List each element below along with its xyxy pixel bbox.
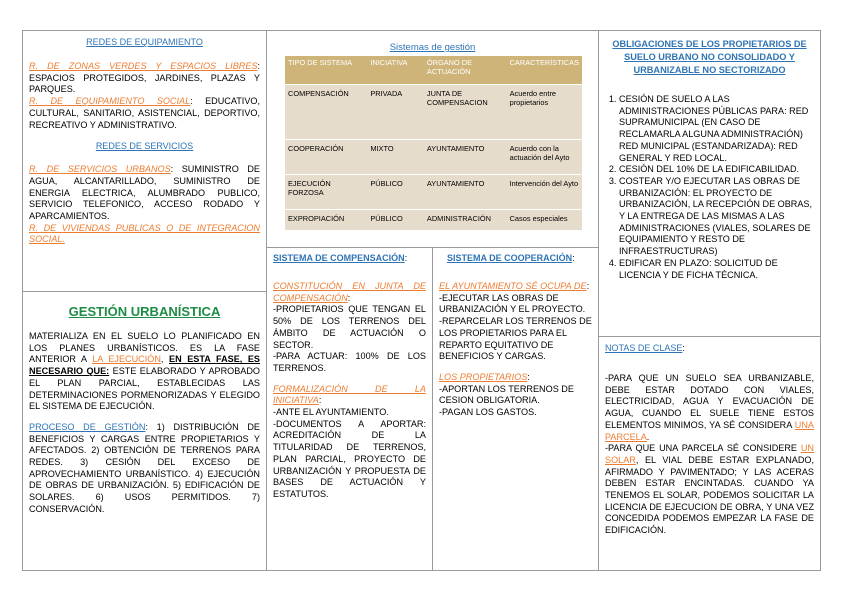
- gestion-intro-rest: ESTE ELABORADO Y APROBADO EL PLAN PARCIAL, ESTABLECIDAS LAS DETERMINACIONES PORMENORIZADAS Y ELEGIDO EL SISTEMA DE EJECUCIÓN.: [29, 366, 260, 412]
- constitucion-label: CONSTITUCIÓN EN JUNTA DE COMPENSACIÓN: [273, 281, 426, 303]
- compensacion-heading-line: [273, 253, 426, 263]
- constitucion-paragraph: [273, 281, 426, 304]
- formalizacion-colon: :: [318, 395, 322, 406]
- table-cell: Casos especiales: [507, 210, 582, 231]
- heading-redes-servicios: REDES DE SERVICIOS: [95, 141, 194, 152]
- table-row: [285, 140, 582, 175]
- propietarios-paragraph: [439, 372, 592, 384]
- cooperacion-heading-line: [439, 253, 592, 263]
- constitucion-colon: :: [347, 292, 351, 303]
- gestion-intro-text: MATERIALIZA EN EL SUELO LO PLANIFICADO EN LOS PLANES URBANÍSTICOS. ES LA FASE ANTERIOR A: [29, 331, 260, 365]
- table-cell: EXPROPIACIÓN: [285, 210, 367, 231]
- viviendas-label: R. DE VIVIENDAS PUBLICAS O DE INTEGRACION SOCIAL.: [29, 222, 260, 245]
- formalizacion-paragraph: [273, 384, 426, 407]
- compensacion-item: -PROPIETARIOS QUE TENGAN EL 50% DE LOS TERRENOS DEL ÁMBITO DE ACTUACIÓN O SECTOR.: [273, 304, 426, 350]
- table-cell: PÚBLICO: [367, 175, 424, 210]
- table-header-cell: INICIATIVA: [367, 56, 424, 85]
- equipamiento-social-paragraph: [29, 96, 260, 131]
- nota-parcela-paragraph: [605, 373, 814, 443]
- zonas-verdes-paragraph: R. DE ZONAS VERDES Y ESPACIOS LIBRES: ESPACIOS PROTEGIDOS, JARDINES, PLAZAS Y PARQUES.: [29, 61, 260, 95]
- gestion-title: GESTIÓN URBANÍSTICA: [68, 304, 221, 319]
- table-cell: Acuerdo entre propietarios: [507, 85, 582, 140]
- formalizacion-label: FORMALIZACIÓN DE LA INICIATIVA: [273, 383, 426, 406]
- table-row: [285, 210, 582, 231]
- ejecucion-link-text: LA EJECUCIÓN: [92, 354, 161, 365]
- table-row: [285, 175, 582, 210]
- heading-redes-equipamiento: REDES DE EQUIPAMIENTO: [86, 37, 203, 47]
- compensacion-item: -DOCUMENTOS A APORTAR: ACREDITACIÓN DE LA TITULARIDAD DE TERRENOS, PLAN PARCIAL, PROYECTO DE URBANIZACIÓN Y PROPUESTA DE BASES DE ACTUACIÓN Y ESTATUTOS.: [273, 418, 426, 499]
- gestion-intro-bold: EN ESTA FASE, ES NECESARIO QUE:: [29, 354, 260, 377]
- compensacion-item: -PARA ACTUAR: 100% DE LOS TERRENOS.: [273, 351, 426, 373]
- compensacion-heading: SISTEMA DE COMPENSACIÓN: [273, 253, 405, 263]
- list-item: 4. EDIFICAR EN PLAZO: SOLICITUD DE LICENCIA Y DE FICHA TÉCNICA.: [619, 258, 814, 281]
- table-cell: JUNTA DE COMPENSACION: [424, 85, 507, 140]
- table-cell: EJECUCIÓN FORZOSA: [285, 175, 367, 210]
- list-item: 1. CESIÓN DE SUELO A LAS ADMINISTRACIONES PÚBLICAS PARA: RED SUPRAMUNICIPAL (EN CASO DE RECLAMARLA ALGUNA ADMINISTRACIÓN) RED MUNICIPAL (ESTANDARIZADA): RED GENERAL Y RED LOCAL.: [619, 94, 814, 164]
- proceso-gestion-paragraph: [29, 422, 260, 516]
- obligaciones-heading: OBLIGACIONES DE LOS PROPIETARIOS DE SUELO URBANO NO CONSOLIDADO Y URBANIZABLE NO SECTORIZADO: [612, 39, 807, 75]
- table-cell: ADMINISTRACIÓN: [424, 210, 507, 231]
- table-cell: COOPERACIÓN: [285, 140, 367, 175]
- notas-heading-colon: :: [682, 343, 685, 353]
- parcela-term: UNA PARCELA: [605, 419, 814, 442]
- cooperacion-item: -REPARCELAR LOS TERRENOS DE LOS PROPIETARIOS PARA EL REPARTO EQUITATIVO DE BENEFICIOS Y CARGAS.: [439, 316, 592, 362]
- servicios-urbanos-text: : SUMINISTRO DE AGUA, ALCANTARILLADO, SUMINISTRO DE ENERGIA ELECTRICA, ALUMBRADO PUBLICO, SERVICIO TELEFONICO, ACCESO RODADO Y APARCAMIENTOS.: [29, 164, 260, 222]
- notas-panel: [598, 336, 821, 571]
- table-cell: COMPENSACIÓN: [285, 85, 367, 140]
- equipamiento-social-text: : EDUCATIVO, CULTURAL, SANITARIO, ASISTENCIAL, DEPORTIVO, RECREATIVO Y ADMINISTRATIVO.: [29, 96, 260, 130]
- ayuntamiento-paragraph: [439, 281, 592, 293]
- nota-solar-rest: , EL VIAL DEBE ESTAR EXPLANADO, AFIRMADO Y PAVIMENTADO; Y LAS ACERAS DEBEN ESTAR ENCINTADAS. CUANDO YA TENEMOS EL SOLAR, PODEMOS SOLICITAR LA LICENCIA DE EJECUCION DE OBRA, Y UNA VEZ CONCEDIDA PODEMOS EMPEZAR LA FASE DE EDIFICACIÓN.: [605, 454, 814, 536]
- obligaciones-heading-wrap: [605, 37, 814, 76]
- table-row: [285, 85, 582, 140]
- table-cell: Acuerdo con la actuación del Ayto: [507, 140, 582, 175]
- cooperacion-panel: [432, 247, 599, 571]
- cooperacion-item: -EJECUTAR LAS OBRAS DE URBANIZACIÓN Y EL PROYECTO.: [439, 292, 586, 315]
- proceso-gestion-text: : 1) DISTRIBUCIÓN DE BENEFICIOS Y CARGAS ENTRE PROPIETARIOS Y AFECTADOS. 2) OBTENCIÓN DE TERRENOS PARA REDES. 3) CESIÓN DEL EXCESO DE APROVECHAMIENTO URBANÍSTICO. 4) EJECUCIÓN DE OBRAS DE URBANIZACIÓN. 5) EDIFICACIÓN DE SOLARES. 6) USOS PERMITIDOS. 7) CONSERVACIÓN.: [29, 421, 260, 514]
- servicios-urbanos-paragraph: [29, 164, 260, 223]
- gestion-intro-paragraph: [29, 331, 260, 413]
- list-item: 3. COSTEAR Y/O EJECUTAR LAS OBRAS DE URBANIZACIÓN: EL PROYECTO DE URBANIZACIÓN, LA RECEPCIÓN DE OBRAS, Y LA ENTREGA DE LAS MISMAS A LAS ADMINISTRACIONES (VIALES, SOLARES DE EQUIPAMIENTO Y RESTO DE INFRAESTRUCTURAS): [619, 176, 814, 258]
- propietarios-label: LOS PROPIETARIOS: [439, 371, 528, 382]
- sistemas-gestion-panel: [266, 30, 599, 248]
- nota-solar-paragraph: [605, 443, 814, 537]
- compensacion-panel: [266, 247, 433, 571]
- table-cell: PÚBLICO: [367, 210, 424, 231]
- sistemas-table: [285, 56, 582, 230]
- table-cell: MIXTO: [367, 140, 424, 175]
- table-cell: Intervención del Ayto: [507, 175, 582, 210]
- solar-term: UN SOLAR: [605, 443, 814, 465]
- nota-solar-text: -PARA QUE UNA PARCELA SÉ CONSIDERE: [605, 443, 801, 454]
- table-cell: PRIVADA: [367, 85, 424, 140]
- table-cell: AYUNTAMIENTO: [424, 140, 507, 175]
- table-header-cell: ÓRGANO DE ACTUACIÓN: [424, 56, 507, 85]
- notas-heading: NOTAS DE CLASE: [605, 343, 683, 353]
- cooperacion-heading: SISTEMA DE COOPERACIÓN: [447, 253, 573, 263]
- zonas-verdes-label: R. DE ZONAS VERDES Y ESPACIOS LIBRES: [29, 61, 258, 71]
- table-cell: AYUNTAMIENTO: [424, 175, 507, 210]
- ayuntamiento-colon: :: [586, 281, 590, 291]
- propietarios-colon: :: [527, 371, 530, 382]
- viviendas-paragraph: [29, 223, 260, 246]
- nota-parcela-text: -PARA QUE UN SUELO SEA URBANIZABLE, DEBE ESTAR DOTADO CON VIALES, ELECTRICIDAD, AGUA Y EVACUACIÓN DE AGUA, CUANDO EL SUELE TIENE ESTOS ELEMENTOS MINIMOS, YA SÉ CONSIDERA: [605, 373, 814, 430]
- obligaciones-list: [605, 94, 814, 281]
- cooperacion-item: -APORTAN LOS TERRENOS DE CESION OBLIGATORIA.: [439, 383, 574, 406]
- obligaciones-panel: [598, 30, 821, 337]
- redes-panel: [22, 30, 267, 292]
- cooperacion-item: -PAGAN LOS GASTOS.: [439, 407, 537, 418]
- gestion-urbanistica-panel: [22, 291, 267, 571]
- table-header-row: [285, 56, 582, 85]
- notas-heading-line: [605, 343, 814, 353]
- table-header-cell: CARACTERÍSTICAS: [507, 56, 582, 85]
- zonas-verdes-text: ESPACIOS PROTEGIDOS, JARDINES, PLAZAS Y PARQUES.: [29, 72, 260, 95]
- servicios-urbanos-label: R. DE SERVICIOS URBANOS: [29, 164, 171, 175]
- list-item: 2. CESIÓN DEL 10% DE LA EDIFICABILIDAD.: [619, 164, 814, 176]
- cooperacion-heading-colon: :: [572, 253, 575, 263]
- table-header-cell: TIPO DE SISTEMA: [285, 56, 367, 85]
- sistemas-title: Sistemas de gestión: [389, 42, 476, 53]
- compensacion-heading-colon: :: [404, 253, 408, 263]
- nota-parcela-end: .: [646, 431, 650, 442]
- compensacion-item: -ANTE EL AYUNTAMIENTO.: [273, 407, 389, 418]
- sistemas-title-wrap: [267, 37, 598, 55]
- equipamiento-social-label: R. DE EQUIPAMIENTO SOCIAL: [29, 96, 191, 107]
- proceso-gestion-label: PROCESO DE GESTIÓN: [29, 421, 146, 432]
- ayuntamiento-label: EL AYUNTAMIENTO SÉ OCUPA DE: [439, 281, 587, 291]
- gestion-intro-sep: ,: [160, 354, 170, 365]
